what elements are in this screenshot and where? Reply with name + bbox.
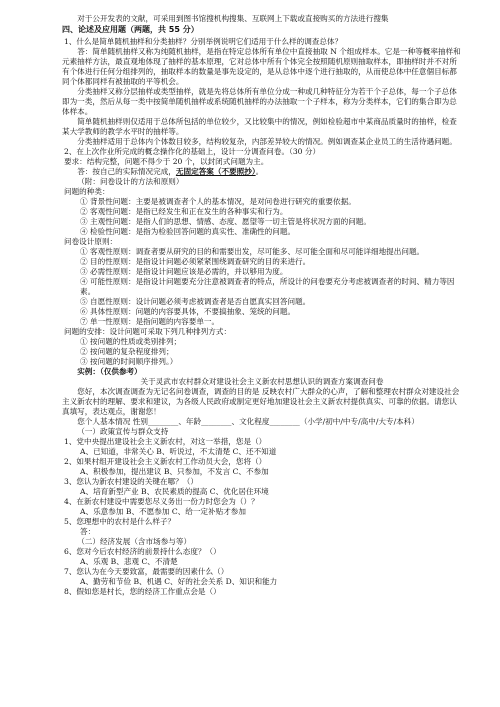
survey-options: A、培育新型产业 B、农民素质的提高 C、优化居住环境: [80, 487, 269, 497]
survey-options: A、勤劳和节俭 B、机遇 C、好的社会关系 D、知识和能力: [80, 577, 278, 587]
order-item: ③ 按问题的时间顺序排列。）: [80, 357, 178, 367]
example-label: 实例：（仅供参考）: [77, 367, 142, 377]
intro-line: 对于公开发表的文献，可采用到图书馆搜机构搜集、互联网上下载或直接购买的方法进行搜集: [77, 14, 389, 23]
order-item: ② 按问题的复杂程度排列；: [80, 347, 174, 357]
section-heading: 四、论述及应用题（两题，共 55 分）: [62, 25, 199, 35]
question-type-item: ③ 主观性问题：是指人们的思想、情感、态度、愿望等一切主管是将状况方面的问题。: [80, 216, 371, 226]
principle-item: ③ 必需性原则：是指设计问题应该是必需的，并以够用为度。: [80, 266, 288, 276]
survey-options: A、积极参加，提出建议 B、只参加，不发言 C、不参加: [80, 467, 269, 477]
questionnaire-title: 关于灵武市农村群众对建设社会主义新农村思想认识的调查方案调查问卷: [140, 377, 384, 387]
order-heading: 问题的安排：设计问题可采取下列几种排列方式：: [64, 327, 232, 337]
order-item: ① 按问题的性质或类别排列；: [80, 337, 182, 347]
survey-question: 2、如果村组开建设社会主义新农村工作动员大会，您将（）: [64, 457, 267, 467]
survey-answer: 答：: [80, 527, 96, 537]
principle-item: ② 目的性原则：是指设计问题必须紧紧围绕调查研究的目的来进行。: [80, 256, 311, 266]
part-2-heading: （二）经济发展（含市场参与等）: [77, 537, 192, 547]
principles-heading: 问卷设计原则：: [64, 236, 118, 246]
survey-question: 1、党中央提出建设社会主义新农村，对这一举措，您是（）: [64, 437, 267, 447]
principle-item: ⑤ 自愿性原则：设计问题必须考虑被调查者是否自愿真实回答问题。: [80, 296, 311, 306]
answer-1-paragraph-3: 简单随机抽样则仅适用于总体所包括的单位较少，又比较集中的情况，例如检验超市中某商品质量时的抽样，检查某大学教师的教学水平时的抽样等。: [62, 116, 457, 136]
survey-question: 5、您理想中的农村是什么样子？: [64, 517, 176, 527]
principle-item: ① 客观性原则：调查者要从研究的目的和需要出发，尽可能多、尽可能全面和尽可能详细地提出问题。: [80, 246, 425, 256]
question-types-heading: 问题的种类：: [64, 186, 110, 196]
answer-2-suffix: 。: [255, 166, 264, 176]
answer-1-paragraph-4: 分类抽样适用于总体内个体数目较多，结构较复杂，内部差异较大的情况。例如调查某企业员工的生活待遇问题。: [77, 136, 457, 146]
answer-1-paragraph-2: 分类抽样又称分层抽样或类型抽样，就是先将总体所有单位分成一种或几种特征分为若干个子总体，每一个子总体即为一类，然后从每一类中按简单随机抽样或系统随机抽样的办法抽取一个子样本，称为分类样本，它们的集合即为总体样本。: [62, 86, 457, 116]
survey-question: 3、您认为新农村建设的关键在哪？（）: [64, 477, 198, 487]
question-2: 2、在上次作业所完成的概念操作化的基础上，设计一分调查问卷。（30 分）: [64, 146, 321, 156]
answer-2-prefix: 答：按自己的实际情况完成，: [77, 166, 176, 176]
survey-question: 4、在新农村建设中需要您尽义务出一份力时您会为（）？: [64, 497, 259, 507]
basic-info-line: 您个人基本情况 性别________、年龄________、文化程度________（小学/初中/中专/高中/大专/本科）: [77, 417, 419, 427]
survey-options: A、乐意参加 B、不愿参加 C、给一定补贴才参加: [80, 507, 246, 517]
survey-options: A、乐观 B、悲观 C、不清楚: [80, 557, 178, 567]
appendix-title: （附：问卷设计的方法和原则）: [77, 176, 184, 186]
question-type-item: ④ 检验性问题：是指为检验回答问题的真实性、准确性的问题。: [80, 226, 296, 236]
survey-question: 6、您对今后农村经济的前景持什么态度？（）: [64, 547, 221, 557]
document-page: [62, 14, 462, 597]
answer-1-paragraph-1: 答：简单随机抽样又称为纯随机抽样，是指在特定总体所有单位中直接抽取 N 个组成样本。它是一种等概率抽样和元素抽样方法，最直观地体现了抽样的基本原理，它对总体中所有个体完全按照随机原则抽取样本，即抽样时并不对所有个体进行任何分组排列的，抽取样本的数量是事先设定的，是从总体中逐个进行抽取的，从而使总体中任意個目标都同个体都同样有被抽取的平等机会。: [62, 46, 461, 86]
questionnaire-greeting: 您好，本次调查调查为无记名问卷调查，调查的目的是 反映农村广大群众的心声，了解和整理农村群众对建设社会主义新农村的理解、要求和建议，为各级人民政府或制定更好地加建设社会主义新农村提供真实、可靠的依据。请您认真填写，表达观点，谢谢您！: [62, 387, 460, 417]
principle-item: ⑥ 具体性原则：问题的内容要具体，不要搞抽象、笼统的问题。: [80, 306, 296, 316]
part-1-heading: （一）政策宣传与群众支持: [77, 427, 169, 437]
question-1: 1、什么是简单随机抽样和分类抽样？分别举例说明它们适用于什么样的调查总体？: [64, 36, 343, 46]
answer-2: [62, 167, 462, 177]
answer-2-bold: 无固定答案（不要照抄）: [175, 166, 256, 176]
survey-options: A、已知道，非常关心 B、听说过，不太清楚 C、还不知道: [80, 447, 277, 457]
requirement: 要求：结构完整，问题不得少于 20 个，以封闭式问题为主。: [64, 156, 269, 166]
survey-question: 8、假如您是村长，您的经济工作重点会是（）: [64, 587, 221, 597]
principle-item: ⑦ 单一性原则：是指问题的内容要单一。: [80, 317, 220, 326]
question-type-item: ① 背景性问题：主要是被调查者个人的基本情况，是对问卷进行研究的重要依据。: [80, 196, 356, 206]
question-type-item: ② 客观性问题：是指已经发生和正在发生的各种事实和行为。: [80, 206, 288, 216]
principle-item: ④ 可能性原则：是指设计问题要充分注意被调查者的特点，所设计的问卷要充分考虑被调查者的时间、精力等因素。: [80, 276, 455, 296]
survey-question: 7、您认为在今天要致富，最需要的因素什么（）: [64, 567, 229, 577]
